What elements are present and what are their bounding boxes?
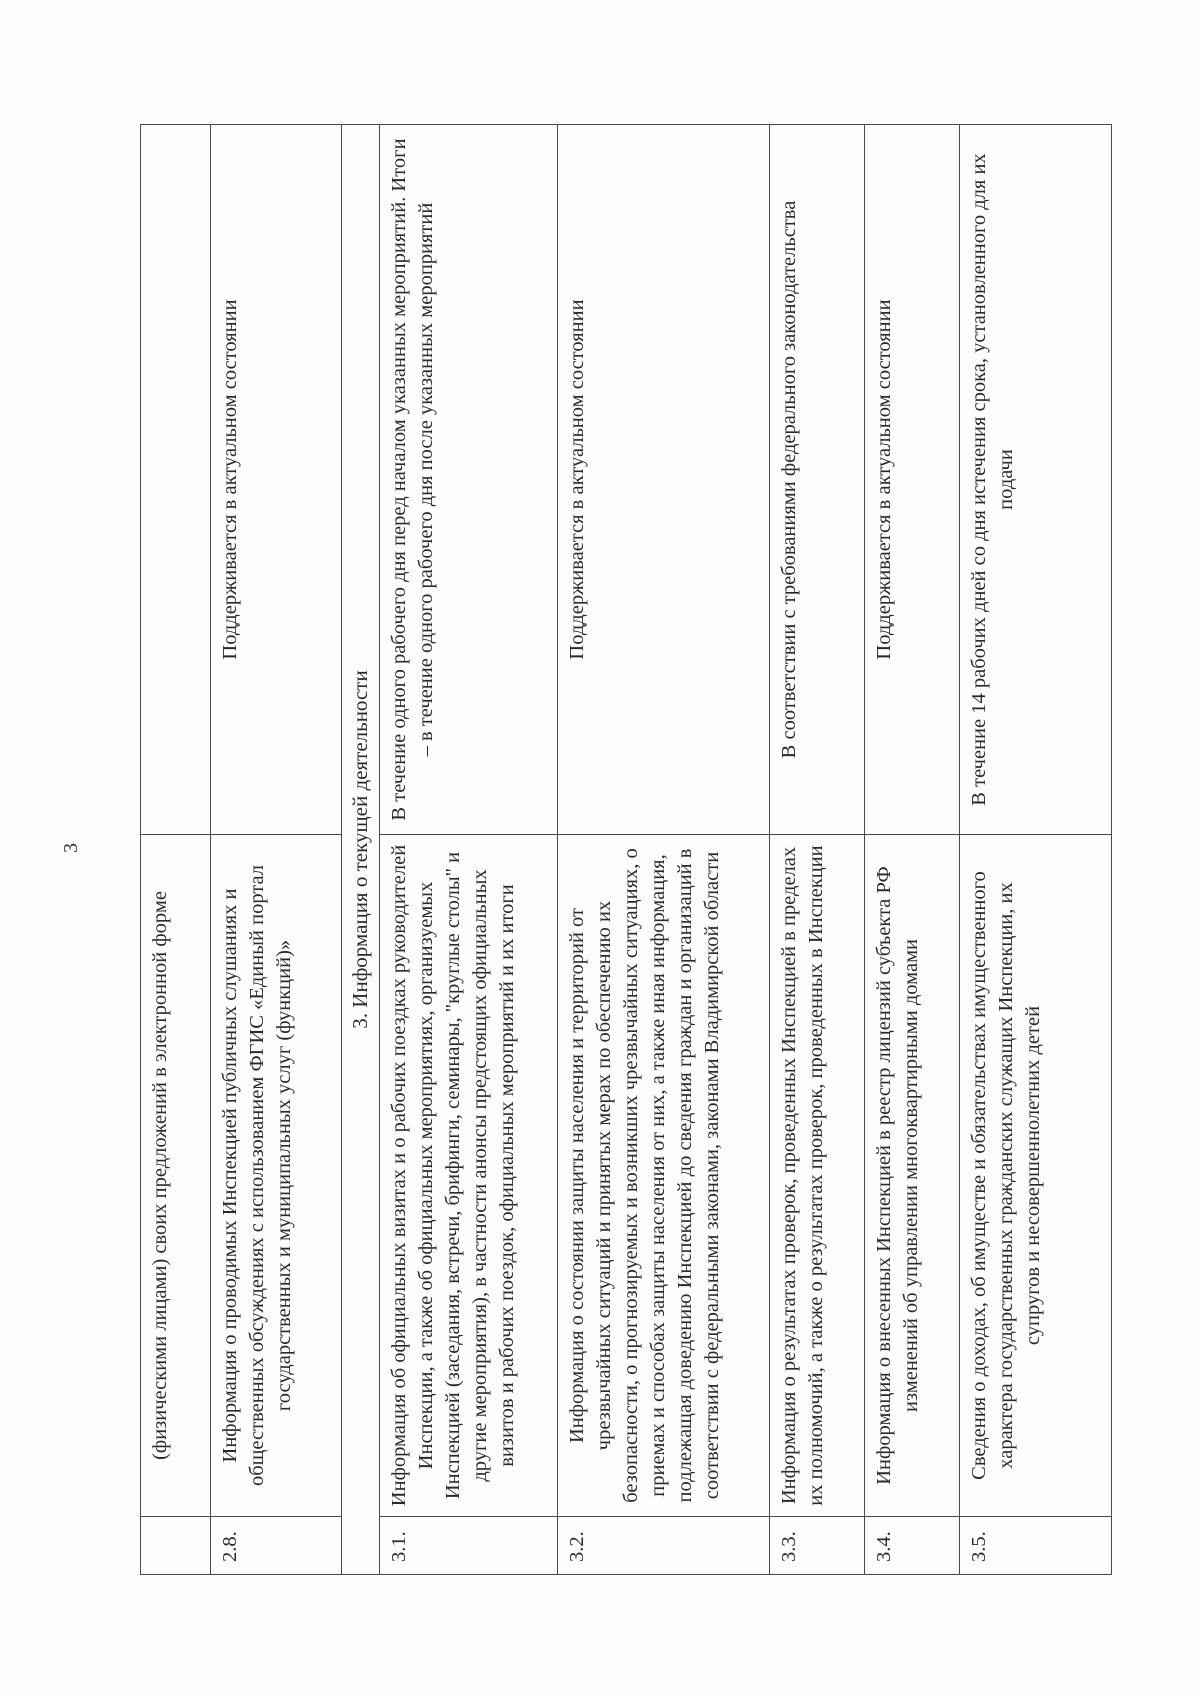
row-description: Сведения о доходах, об имуществе и обязательствах имущественного характера государственных гражданских служащих Инспекции, их супругов и несовершеннолетних детей bbox=[960, 835, 1112, 1517]
table-row bbox=[141, 125, 211, 1575]
row-period: В течение одного рабочего дня перед началом указанных мероприятий. Итоги – в течение одного рабочего дня после указанных мероприятий bbox=[380, 125, 558, 835]
table-row bbox=[558, 125, 770, 1575]
page-number: 3 bbox=[60, 843, 82, 853]
row-description: Информация о проводимых Инспекцией публичных слушаниях и общественных обсуждениях с использованием ФГИС «Единый портал государственных и муниципальных услуг (функций)» bbox=[211, 835, 342, 1517]
row-period: Поддерживается в актуальном состоянии bbox=[865, 125, 960, 835]
table-row bbox=[380, 125, 558, 1575]
row-period bbox=[141, 125, 211, 835]
row-description: Информация о результатах проверок, проведенных Инспекцией в пределах их полномочий, а также о результатах проверок, проведенных в Инспекции bbox=[770, 835, 865, 1517]
row-number bbox=[141, 1517, 211, 1575]
row-number: 3.5. bbox=[960, 1517, 1112, 1575]
row-period: Поддерживается в актуальном состоянии bbox=[211, 125, 342, 835]
row-number: 3.2. bbox=[558, 1517, 770, 1575]
document-table bbox=[140, 125, 1110, 1575]
row-description: (физическими лицами) своих предложений в электронной форме bbox=[141, 835, 211, 1517]
table-row bbox=[960, 125, 1112, 1575]
row-period: В течение 14 рабочих дней со дня истечения срока, установленного для их подачи bbox=[960, 125, 1112, 835]
row-description: Информация о состоянии защиты населения и территорий от чрезвычайных ситуаций и принятых мерах по обеспечению их безопасности, о прогнозируемых и возникших чрезвычайных ситуациях, о приемах и способах защиты населения от них, а также иная информация, подлежащая доведению Инспекцией до сведения граждан и организаций в соответствии с федеральными законами, законами Владимирской области bbox=[558, 835, 770, 1517]
row-number: 3.4. bbox=[865, 1517, 960, 1575]
row-period: Поддерживается в актуальном состоянии bbox=[558, 125, 770, 835]
table-row bbox=[865, 125, 960, 1575]
row-description: Информация о внесенных Инспекцией в реестр лицензий субъекта РФ изменений об управлении многоквартирными домами bbox=[865, 835, 960, 1517]
table-row bbox=[770, 125, 865, 1575]
row-number: 2.8. bbox=[211, 1517, 342, 1575]
row-number: 3.1. bbox=[380, 1517, 558, 1575]
section-heading: 3. Информация о текущей деятельности bbox=[342, 125, 380, 1575]
section-row bbox=[342, 125, 380, 1575]
row-period: В соответствии с требованиями федерального законодательства bbox=[770, 125, 865, 835]
table-row bbox=[211, 125, 342, 1575]
row-number: 3.3. bbox=[770, 1517, 865, 1575]
disclosure-table bbox=[140, 124, 1112, 1575]
row-description: Информация об официальных визитах и о рабочих поездках руководителей Инспекции, а также об официальных мероприятиях, организуемых Инспекцией (заседания, встречи, брифинги, семинары, "круглые столы" и другие мероприятия), в частности анонсы предстоящих официальных визитов и рабочих поездок, официальных мероприятий и их итоги bbox=[380, 835, 558, 1517]
